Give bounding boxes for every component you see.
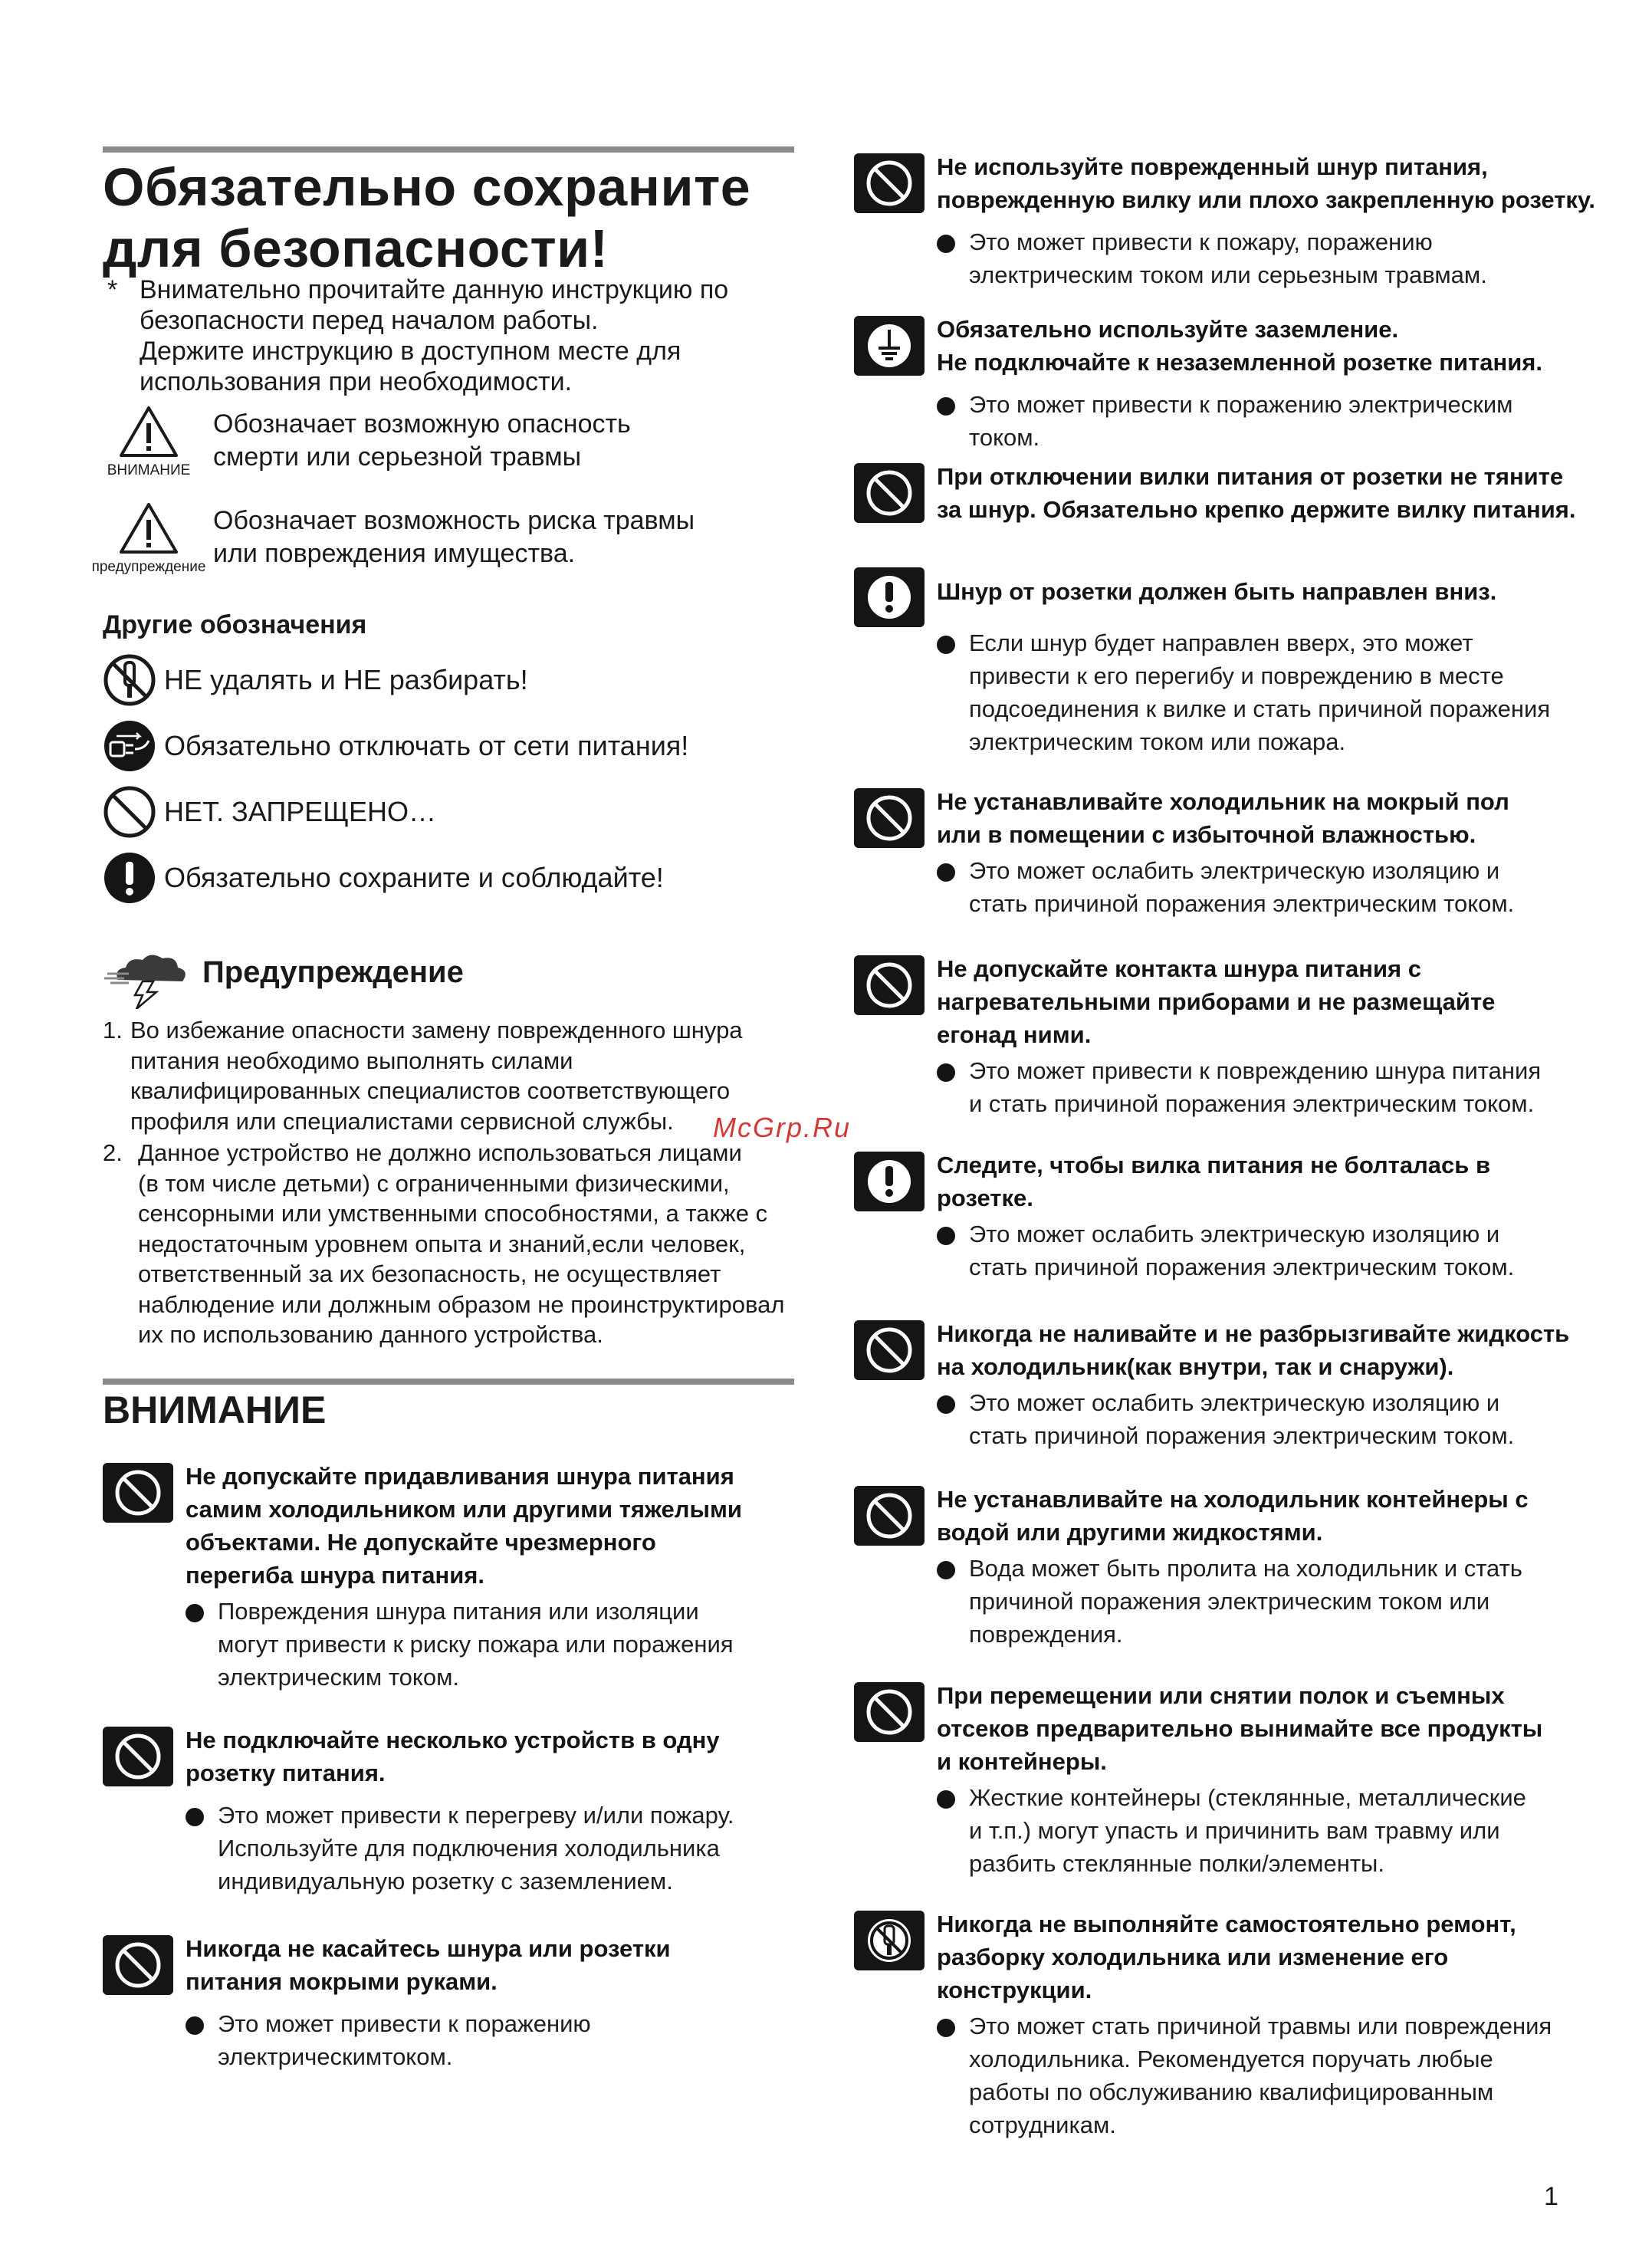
intro-note [107,274,797,397]
item-heading: Никогда не выполняйте самостоятельно ремонт, разборку холодильника или изменение его конструкции. [937,1911,1516,2003]
safety-item [854,1908,1552,2141]
item-bullet-text: Вода может быть пролита на холодильник и стать причиной поражения электрическим током или повреждения. [969,1555,1522,1648]
list-text: Во избежание опасности замену поврежденного шнура питания необходимо выполнять силами квалифицированных специалистов соответствующего профиля или специалистами сервисной службы. [130,1017,743,1135]
safety-item [854,1317,1569,1452]
item-bullet-text: Это может привести к повреждению шнура питания и стать причиной поражения электрическим током. [969,1057,1542,1117]
safety-item [103,1724,808,1898]
item-heading: Не используйте поврежденный шнур питания, поврежденную вилку или плохо закрепленную розетку. [937,153,1596,213]
mandatory-icon [854,567,925,627]
bullet-dot [937,1395,955,1414]
item-bullet [937,1054,1541,1120]
item-heading: При отключении вилки питания от розетки не тяните за шнур. Обязательно крепко держите вилку питания. [937,463,1576,523]
caution-symbol-label: предупреждение [91,559,206,575]
safety-item [854,313,1542,454]
prohibited-icon [103,1727,173,1786]
item-heading: Обязательно используйте заземление. Не подключайте к незаземленной розетке питания. [937,316,1542,376]
warning-symbol [103,403,202,479]
item-heading: При перемещении или снятии полок и съемных отсеков предварительно вынимайте все продукты и контейнеры. [937,1682,1543,1775]
item-heading: Не допускайте контакта шнура питания с нагревательными приборами и не размещайте егонад ними. [937,955,1496,1048]
prohibited-icon [103,1935,173,1995]
item-bullet [937,1552,1529,1651]
item-bullet [937,225,1595,291]
prohibited-icon [854,788,925,848]
item-bullet-text: Это может стать причиной травмы или повреждения холодильника. Рекомендуется поручать любые работы по обслуживанию квалифицированным сотрудникам. [969,2013,1552,2138]
other-symbol-row [103,653,156,711]
title-rule [103,146,794,153]
list-number: 2. [103,1139,123,1166]
item-heading: Не допускайте придавливания шнура питания самим холодильником или другими тяжелыми объектами. Не допускайте чрезмерного перегиба шнура питания. [186,1463,742,1589]
attention-rule [103,1379,794,1385]
item-bullet [937,626,1550,758]
safety-item [103,1460,808,1694]
prohibited-icon [854,955,925,1015]
bullet-dot [186,1808,204,1826]
other-symbol-text: Обязательно сохраните и соблюдайте! [164,862,664,893]
item-heading: Никогда не касайтесь шнура или розетки питания мокрыми руками. [186,1935,671,1995]
item-bullet [186,1595,808,1694]
safety-item [854,1679,1542,1880]
item-bullet-text: Это может ослабить электрическую изоляцию и стать причиной поражения электрическим током. [969,1221,1515,1280]
item-bullet-text: Это может ослабить электрическую изоляцию и стать причиной поражения электрическим током. [969,1389,1515,1449]
bullet-dot [937,1063,955,1082]
bullet-dot [186,1604,204,1622]
item-bullet-text: Повреждения шнура питания или изоляции могут привести к риску пожара или поражения электрическим током. [218,1598,734,1691]
bullet-dot [937,235,955,253]
warning-symbol-text: Обозначает возможную опасность смерти или серьезной травмы [213,409,631,472]
safety-item [854,460,1576,526]
list-number: 1. [103,1017,123,1043]
item-heading: Никогда не наливайте и не разбрызгивайте жидкость на холодильник(как внутри, так и снаружи). [937,1320,1570,1380]
item-bullet-text: Если шнур будет направлен вверх, это может привести к его перегибу и повреждению в месте подсоединения к вилке и стать причиной поражения электрическим током или пожара. [969,629,1551,755]
other-symbols-heading: Другие обозначения [103,610,367,639]
safety-item [854,785,1514,920]
prohibited-icon [103,1463,173,1523]
warning-list-item [103,1138,823,1350]
caution-symbol-text: Обозначает возможность риска травмы или повреждения имущества. [213,506,695,568]
other-symbol-text: Обязательно отключать от сети питания! [164,730,689,761]
item-bullet-text: Жесткие контейнеры (стеклянные, металлические и т.п.) могут упасть и причинить вам травму или разбить стеклянные полки/элементы. [969,1784,1526,1877]
bullet-dot [937,863,955,882]
ground-icon [854,316,925,376]
mandatory-icon [103,851,156,905]
prohibited-icon [854,463,925,523]
prohibited-icon [854,1320,925,1380]
safety-item [103,1932,808,2073]
item-heading: Не устанавливайте холодильник на мокрый пол или в помещении с избыточной влажностью. [937,788,1509,848]
bullet-dot [937,1227,955,1245]
page-title: Обязательно сохраните для безопасности! [103,157,751,278]
item-bullet-text: Это может привести к поражению электрическим током. [969,391,1513,451]
bullet-dot [937,2019,955,2037]
bullet-dot [937,397,955,416]
item-bullet-text: Это может ослабить электрическую изоляцию и стать причиной поражения электрическим током. [969,857,1515,917]
bullet-dot [937,1790,955,1809]
item-heading: Следите, чтобы вилка питания не болталась в розетке. [937,1152,1491,1211]
safety-item [854,952,1541,1120]
safety-item [854,564,1550,758]
item-bullet-text: Это может привести к перегреву и/или пожару. Используйте для подключения холодильника индивидуальную розетку с заземлением. [218,1802,734,1895]
watermark: McGrp.Ru [713,1112,852,1143]
mandatory-icon [854,1152,925,1211]
other-symbol-text: НЕ удалять и НЕ разбирать! [164,664,528,695]
item-bullet [937,1781,1542,1880]
prohibited-icon [103,785,156,839]
item-bullet [937,1218,1514,1283]
other-symbol-row [103,851,156,909]
page-number: 1 [1544,2182,1558,2211]
item-bullet [937,2010,1552,2141]
no-disassemble-icon [103,653,156,707]
asterisk-mark: * [107,275,118,304]
item-heading: Не подключайте несколько устройств в одну розетку питания. [186,1727,720,1786]
intro-text: Внимательно прочитайте данную инструкцию по безопасности перед началом работы. Держите инструкцию в доступном месте для использования при необходимости. [140,275,729,396]
item-bullet [937,388,1542,454]
safety-item [854,150,1595,291]
item-heading: Не устанавливайте на холодильник контейнеры с водой или другими жидкостями. [937,1486,1529,1546]
item-bullet [186,2007,808,2073]
other-symbol-text: НЕТ. ЗАПРЕЩЕНО… [164,796,437,827]
bullet-dot [186,2016,204,2035]
list-text: Данное устройство не должно использоваться лицами (в том числе детьми) с ограниченными физическими, сенсорными или умственными способностями, а также с недостаточным уровнем опыта и знаний,если человек, ответственный за их безопасность, не осуществляет наблюдение или должным образом не проинструктировал их по использованию данного устройства. [138,1139,785,1348]
item-bullet [937,854,1514,920]
other-symbol-row [103,719,156,777]
storm-cloud-icon [103,948,195,1013]
other-symbol-row [103,785,156,843]
item-bullet-text: Это может привести к поражению электрическимтоком. [218,2010,591,2070]
caution-symbol [87,500,218,576]
prohibited-icon [854,153,925,213]
bullet-dot [937,1561,955,1579]
prohibited-icon [854,1682,925,1742]
safety-item [854,1483,1529,1651]
item-bullet [186,1799,808,1898]
attention-heading: ВНИМАНИЕ [103,1388,327,1431]
caution-triangle-icon [87,500,218,561]
warning-symbol-label: ВНИМАНИЕ [107,462,191,478]
no-disassemble-icon [854,1911,925,1970]
item-bullet-text: Это может привести к пожару, поражению электрическим током или серьезным травмам. [969,228,1487,288]
bullet-dot [937,636,955,654]
prohibited-icon [854,1486,925,1546]
warning-list-item [103,1015,816,1136]
unplug-icon [103,719,156,773]
safety-item [854,1149,1514,1283]
warning-heading: Предупреждение [202,955,464,989]
item-heading: Шнур от розетки должен быть направлен вниз. [937,578,1497,605]
item-bullet [937,1386,1569,1452]
warning-triangle-icon [103,403,202,465]
